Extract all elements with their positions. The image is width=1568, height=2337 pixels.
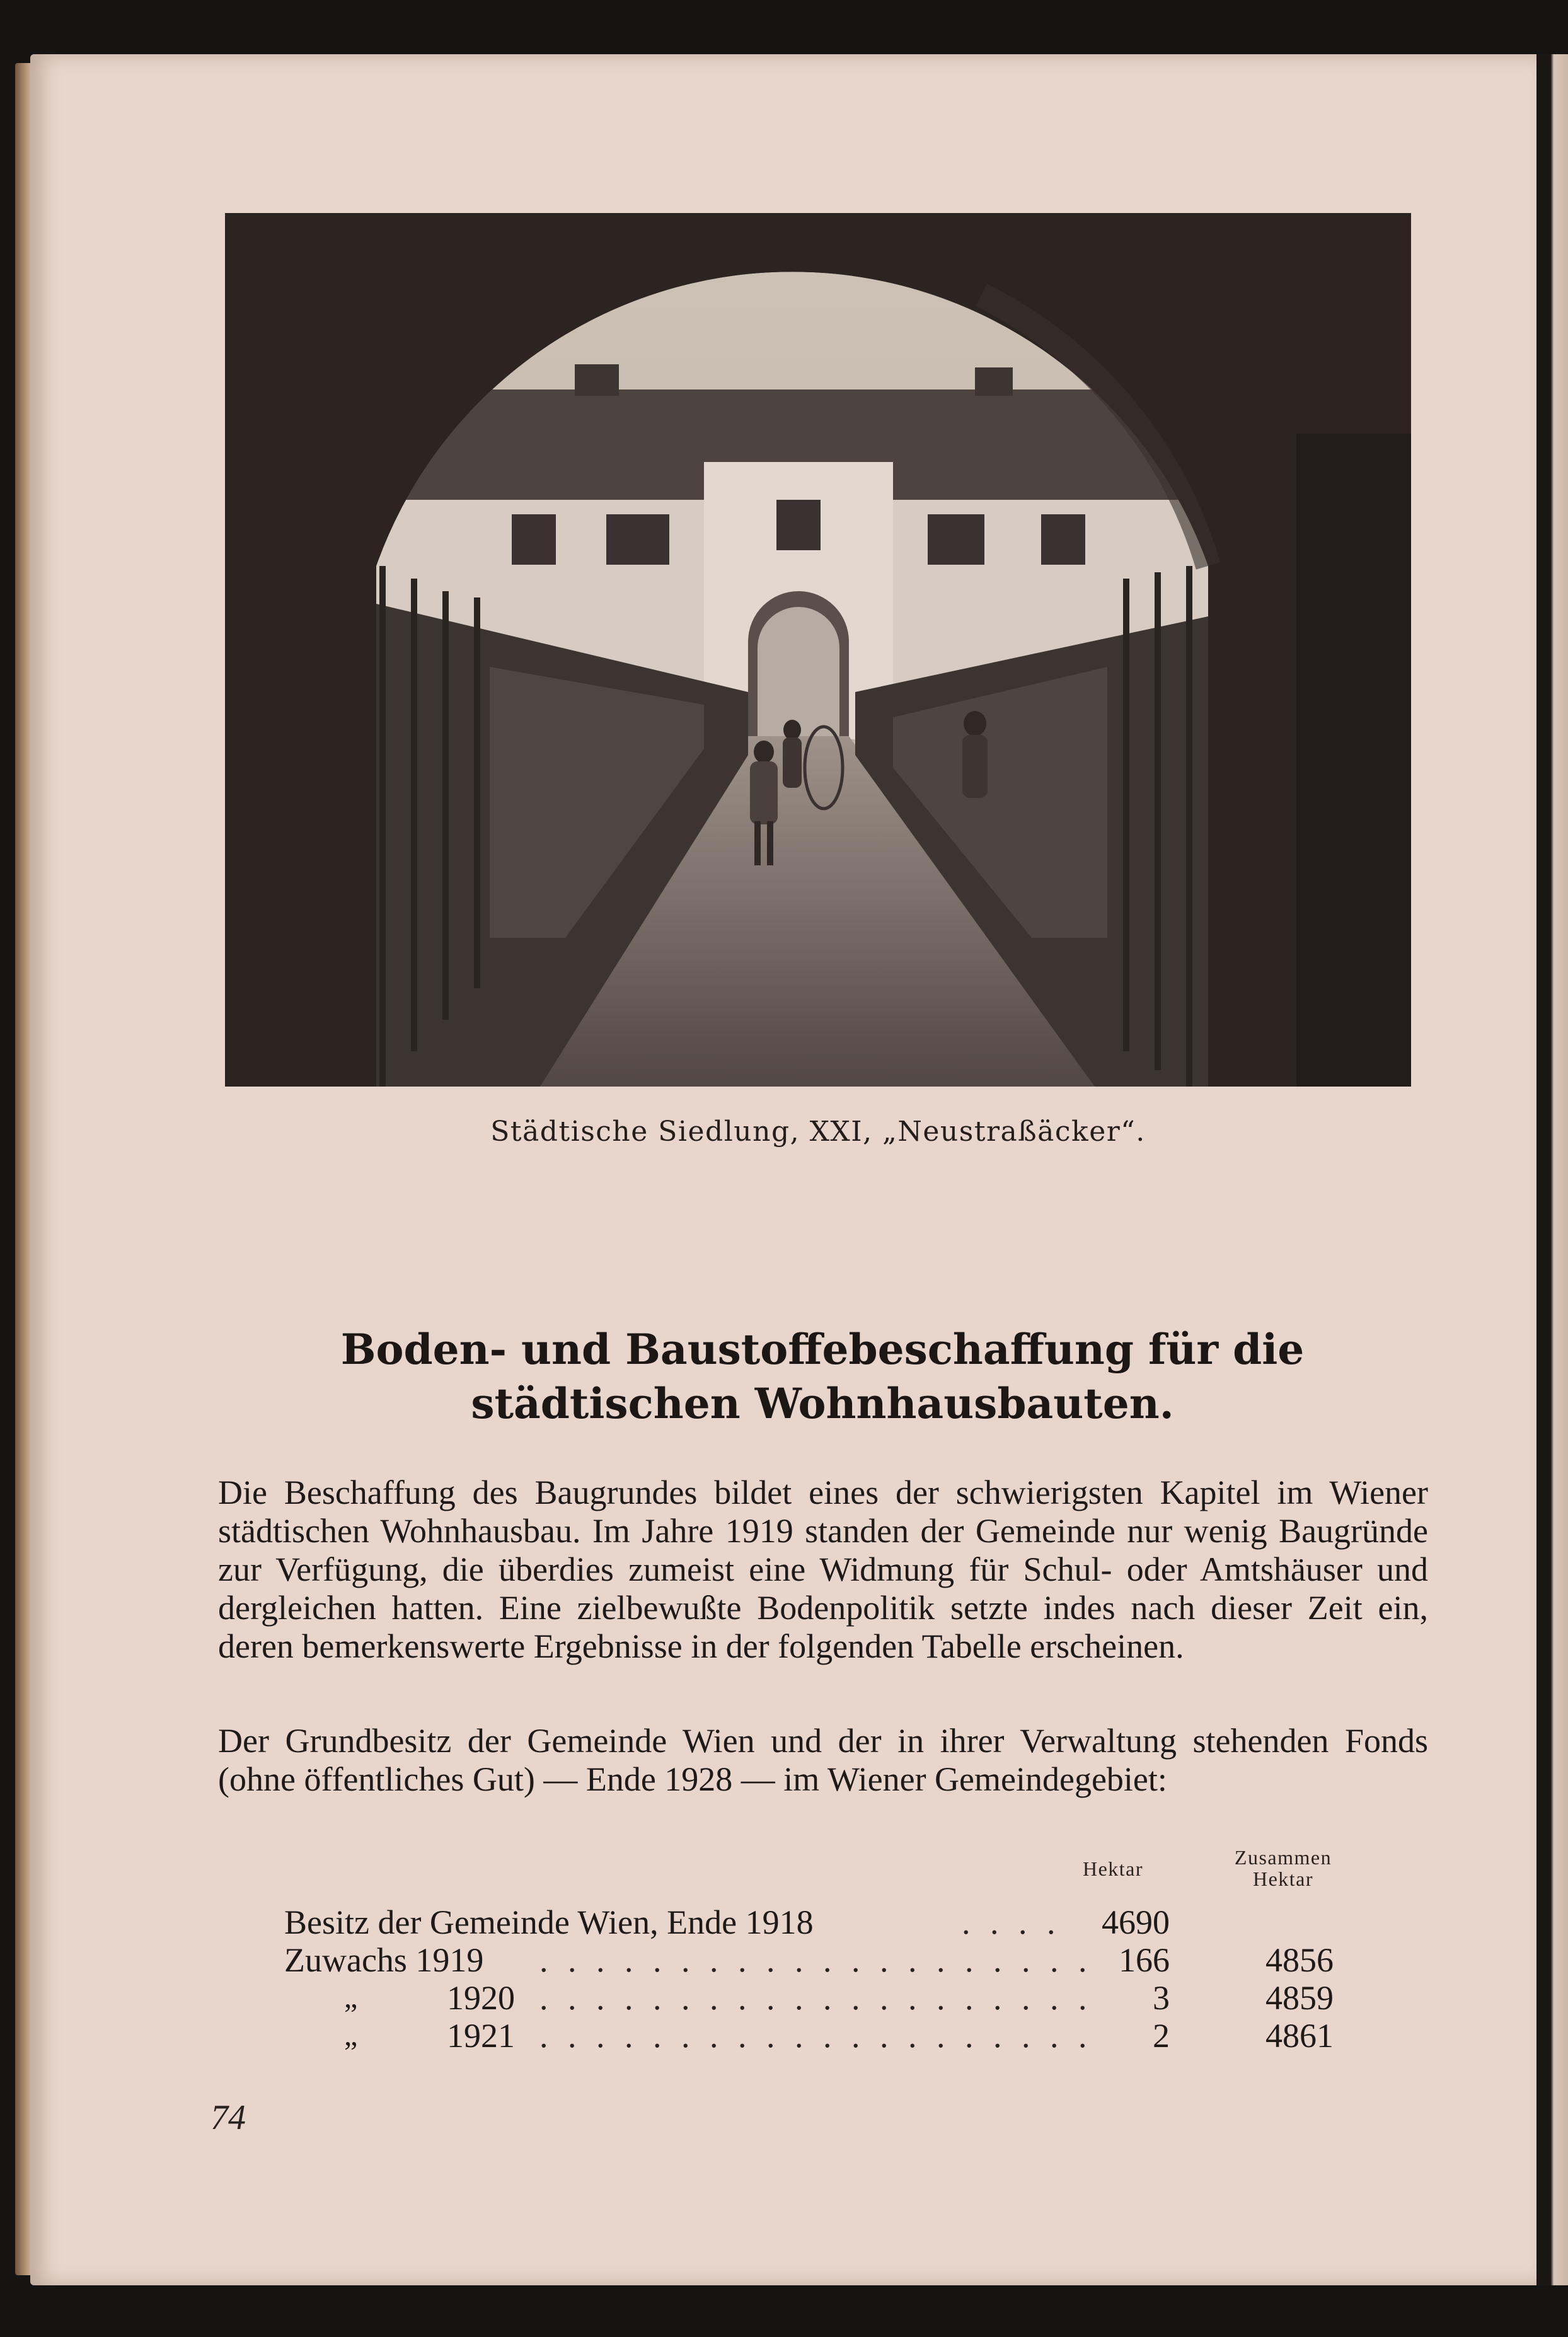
row-hektar: 4690 (1102, 1903, 1170, 1941)
page-number: 74 (210, 2098, 246, 2137)
paragraph-table-intro: Der Grundbesitz der Gemeinde Wien und der in ihrer Verwaltung stehenden Fonds (ohne öffentliches Gut) — Ende 1928 — im Wiener Gemeindegebiet: (218, 1722, 1428, 1798)
table-row (218, 2017, 1428, 2055)
row-leader-dots: . . . . . . . . . . . . . . . . . . . . (539, 2017, 1093, 2055)
row-leader-dots: . . . . . . . . . . . . . . . . . . . . (539, 1941, 1093, 1979)
table-row (218, 1979, 1428, 2017)
row-label: Besitz der Gemeinde Wien, Ende 1918 (284, 1903, 814, 1941)
ditto-mark: „ (344, 2019, 358, 2052)
photo-caption: Städtische Siedlung, XXI, „Neustraßäcker“. (490, 1116, 1146, 1148)
table-row (218, 1941, 1428, 1979)
paragraph-intro: Die Beschaffung des Baugrundes bildet eines der schwierigsten Kapitel im Wiener städtischen Wohnhausbau. Im Jahre 1919 standen der Gemeinde nur wenig Baugründe zur Verfügung, die überdies zumeist eine Widmung für Schul- oder Amtshäuser und dergleichen hatten. Eine zielbewußte Bodenpolitik setzte indes nach dieser Zeit ein, deren bemerkenswerte Ergebnisse in der folgenden Tabelle erscheinen. (218, 1474, 1428, 1665)
section-heading: Boden- und Baustoffebeschaffung für die städtischen Wohnhausbauten. (340, 1325, 1305, 1428)
row-zusammen: 4856 (1265, 1941, 1334, 1979)
table-row (218, 1903, 1428, 1941)
row-hektar: 166 (1119, 1941, 1170, 1979)
facing-page-edge (1536, 54, 1568, 2285)
ditto-mark: „ (344, 1981, 358, 2014)
column-header-zusammen-line1: Zusammen (1234, 1846, 1332, 1869)
row-hektar: 3 (1153, 1979, 1170, 2017)
row-zusammen: 4859 (1265, 1979, 1334, 2017)
settlement-photograph (225, 213, 1411, 1087)
row-zusammen: 4861 (1265, 2017, 1334, 2055)
row-leader-dots: . . . . (962, 1903, 1061, 1941)
column-header-hektar: Hektar (1082, 1857, 1144, 1880)
row-leader-dots: . . . . . . . . . . . . . . . . . . . . (539, 1979, 1093, 2017)
column-header-zusammen-line2: Hektar (1252, 1867, 1314, 1890)
row-hektar: 2 (1153, 2017, 1170, 2055)
row-label: 1920 (447, 1979, 515, 2017)
row-label: Zuwachs 1919 (284, 1941, 484, 1979)
archway-photo-illustration (225, 213, 1411, 1087)
column-header-zusammen (1208, 1847, 1359, 1890)
row-label: 1921 (447, 2017, 515, 2055)
land-ownership-table (218, 1847, 1428, 2055)
